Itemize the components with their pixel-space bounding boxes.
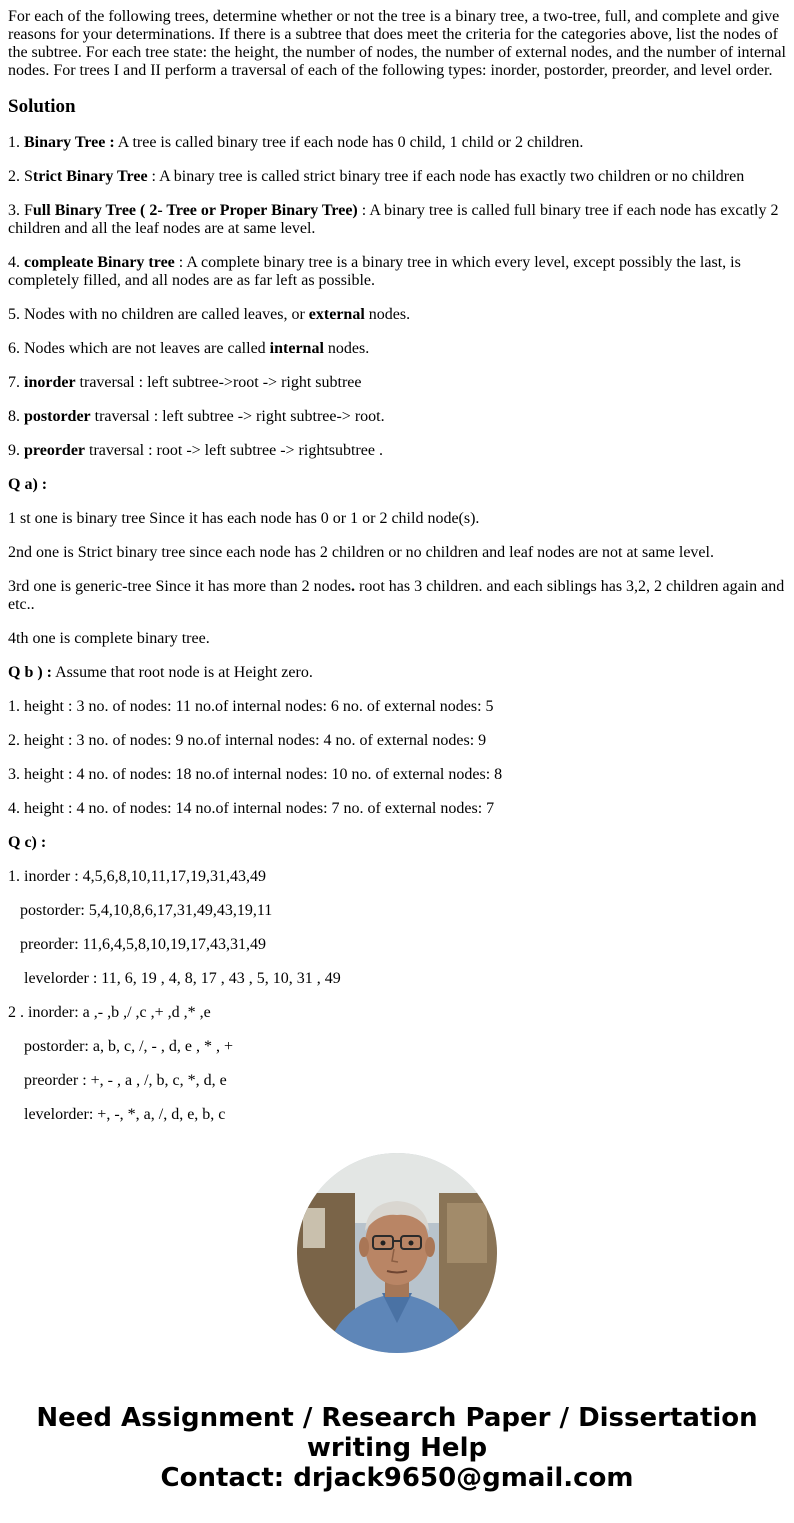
qb-row: 3. height : 4 no. of nodes: 18 no.of internal nodes: 10 no. of external nodes: 8: [8, 766, 503, 783]
definition-external-nodes: 5. Nodes with no children are called leaves, or external nodes.: [8, 306, 411, 323]
promo-banner: [0, 1403, 794, 1493]
tree1-postorder: postorder: 5,4,10,8,6,17,31,49,43,19,11: [20, 902, 273, 919]
author-portrait: [297, 1153, 497, 1353]
definition-binary-tree: 1. Binary Tree : A tree is called binary tree if each node has 0 child, 1 child or 2 children.: [8, 134, 584, 151]
tree1-levelorder: levelorder : 11, 6, 19 , 4, 8, 17 , 43 , 5, 10, 31 , 49: [24, 970, 341, 987]
definition-preorder: 9. preorder traversal : root -> left subtree -> rightsubtree .: [8, 442, 383, 459]
promo-line-2: writing Help: [306, 1433, 488, 1463]
definition-full-binary-tree: 3. Full Binary Tree ( 2- Tree or Proper Binary Tree) : A binary tree is called full binary tree if each node has excatly 2 children and all the leaf nodes are at same level.: [8, 202, 779, 237]
definition-postorder: 8. postorder traversal : left subtree -> right subtree-> root.: [8, 408, 385, 425]
definition-strict-binary-tree: 2. Strict Binary Tree : A binary tree is called strict binary tree if each node has exactly two children or no children: [8, 168, 745, 185]
qb-heading: Q b ) : Assume that root node is at Height zero.: [8, 664, 313, 681]
qa-heading: Q a) :: [8, 476, 48, 493]
qa-answer-3: 3rd one is generic-tree Since it has more than 2 nodes. root has 3 children. and each siblings has 3,2, 2 children again and etc..: [8, 578, 785, 613]
qb-row: 2. height : 3 no. of nodes: 9 no.of internal nodes: 4 no. of external nodes: 9: [8, 732, 487, 749]
tree2-preorder: preorder : +, - , a , /, b, c, *, d, e: [24, 1072, 227, 1089]
tree1-preorder: preorder: 11,6,4,5,8,10,19,17,43,31,49: [20, 936, 267, 953]
tree2-levelorder: levelorder: +, -, *, a, /, d, e, b, c: [24, 1106, 226, 1122]
qa-answer-4: 4th one is complete binary tree.: [8, 630, 210, 647]
author-avatar: [297, 1153, 497, 1353]
qa-answer-2: 2nd one is Strict binary tree since each node has 2 children or no children and leaf nodes are not at same level.: [8, 544, 714, 561]
solution-heading: Solution: [8, 96, 76, 117]
promo-line-1: Need Assignment / Research Paper / Dissertation: [36, 1403, 758, 1433]
qc-heading: Q c) :: [8, 834, 47, 851]
promo-contact: Contact: drjack9650@gmail.com: [160, 1463, 634, 1493]
definition-complete-binary-tree: 4. compleate Binary tree : A complete binary tree is a binary tree in which every level, except possibly the last, is completely filled, and all nodes are as far left as possible.: [8, 254, 741, 289]
solution-content: [8, 8, 788, 1122]
tree1-inorder: 1. inorder : 4,5,6,8,10,11,17,19,31,43,49: [8, 868, 267, 885]
tree2-postorder: postorder: a, b, c, /, - , d, e , * , +: [24, 1038, 233, 1055]
qa-answer-1: 1 st one is binary tree Since it has each node has 0 or 1 or 2 child node(s).: [8, 510, 480, 527]
qb-row: 1. height : 3 no. of nodes: 11 no.of internal nodes: 6 no. of external nodes: 5: [8, 698, 494, 715]
tree2-inorder: 2 . inorder: a ,- ,b ,/ ,c ,+ ,d ,* ,e: [8, 1004, 211, 1021]
definition-inorder: 7. inorder traversal : left subtree->root -> right subtree: [8, 374, 362, 391]
qb-row: 4. height : 4 no. of nodes: 14 no.of internal nodes: 7 no. of external nodes: 7: [8, 800, 495, 817]
question-text: For each of the following trees, determine whether or not the tree is a binary tree, a two-tree, full, and complete and give reasons for your determinations. If there is a subtree that does meet the criteria for the categories above, list the nodes of the subtree. For each tree state: the height, the number of nodes, the number of external nodes, and the number of internal nodes. For trees I and II perform a traversal of each of the following types: inorder, postorder, preorder, and level order.: [8, 8, 786, 79]
definition-internal-nodes: 6. Nodes which are not leaves are called internal nodes.: [8, 340, 370, 357]
